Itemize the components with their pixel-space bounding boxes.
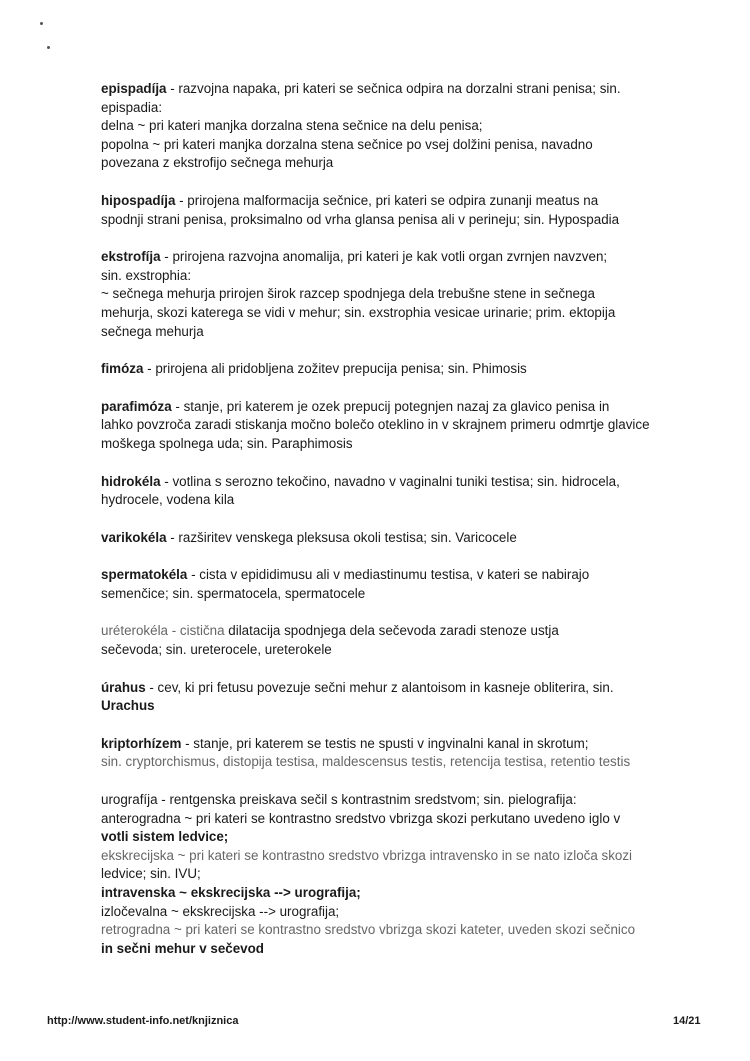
entry-text: moškega spolnega uda; sin. Paraphimosis <box>101 435 353 451</box>
glossary-entry <box>101 791 661 958</box>
entry-text: - cev, ki pri fetusu povezuje sečni mehur z alantoisom in kasneje obliterira, sin. <box>145 679 614 695</box>
glossary-entry <box>101 80 661 173</box>
footer-url[interactable]: http://www.student-info.net/knjiznica <box>47 1015 239 1027</box>
entry-text: - prirojena razvojna anomalija, pri kateri je kak votli organ zvrnjen navzven; <box>160 249 608 265</box>
entry-term: kriptorhízem <box>101 735 182 751</box>
entry-line <box>101 940 661 959</box>
entry-line <box>101 416 661 435</box>
entry-line <box>101 847 661 866</box>
entry-text: mehurja, skozi katerega se vidi v mehur; sin. exstrophia vesicae urinarie; prim. ektopija <box>101 304 616 320</box>
glossary-entry <box>101 473 661 510</box>
entry-line <box>101 435 661 454</box>
glossary-entry <box>101 622 661 659</box>
entry-text: anterogradna ~ pri kateri se kontrastno sredstvo vbrizga skozi perkutano uvedeno iglo v <box>101 810 621 826</box>
entry-term: ekstrofíja <box>101 249 161 265</box>
entry-text: - cista v epididimusu ali v mediastinumu testisa, v kateri se nabirajo <box>187 567 590 583</box>
entry-line <box>101 679 661 698</box>
entry-text: sin. cryptorchismus, distopija testisa, maldescensus testis, retencija testisa, retentio testis <box>101 754 631 770</box>
entry-term: spermatokéla <box>101 567 188 583</box>
entry-line <box>101 828 661 847</box>
entry-line <box>101 360 661 379</box>
entry-text: - stanje, pri katerem je ozek prepucij potegnjen nazaj za glavico penisa in <box>171 398 610 414</box>
entry-text: lahko povzroča zaradi stiskanja močno bolečo oteklino in v skrajnem primeru odmrtje glavice <box>101 417 650 433</box>
entry-line <box>101 211 661 230</box>
glossary-entry <box>101 248 661 341</box>
entry-line <box>101 304 661 323</box>
entry-line <box>101 884 661 903</box>
entry-line <box>101 491 661 510</box>
entry-text: - stanje, pri katerem se testis ne spusti v ingvinalni kanal in skrotum; <box>181 735 589 751</box>
entry-text: hydrocele, vodena kila <box>101 492 235 508</box>
entry-term: parafimóza <box>101 398 172 414</box>
entry-text: retrogradna ~ pri kateri se kontrastno sredstvo vbrizga skozi kateter, uveden skozi sečnico <box>101 922 636 938</box>
entry-term: votli sistem ledvice; <box>101 829 229 845</box>
entry-line <box>101 473 661 492</box>
glossary-entry <box>101 398 661 454</box>
entry-text: sečevoda; sin. ureterocele, ureterokele <box>101 642 332 658</box>
entry-line <box>101 903 661 922</box>
entry-line <box>101 99 661 118</box>
entry-line <box>101 810 661 829</box>
entry-term: varikokéla <box>101 529 167 545</box>
entry-line <box>101 323 661 342</box>
entry-line <box>101 192 661 211</box>
glossary-entry <box>101 679 661 716</box>
entry-term: intravenska ~ ekskrecijska --> urografija; <box>101 885 361 900</box>
entry-term: hidrokéla <box>101 473 161 489</box>
glossary-entry <box>101 566 661 603</box>
entry-term: epispadíja <box>101 81 167 96</box>
entry-text: epispadia: <box>101 99 163 115</box>
entry-text: - razširitev venskega pleksusa okoli testisa; sin. Varicocele <box>166 529 517 545</box>
scan-speck <box>47 46 50 49</box>
entry-line <box>101 697 661 716</box>
glossary-content <box>101 80 661 977</box>
entry-line <box>101 791 661 810</box>
entry-line <box>101 398 661 417</box>
entry-text: - prirojena malformacija sečnice, pri kateri se odpira zunanji meatus na <box>175 192 599 208</box>
entry-line <box>101 622 661 641</box>
entry-term: úrahus <box>101 679 146 695</box>
entry-text: semenčice; sin. spermatocela, spermatocele <box>101 585 366 601</box>
entry-term: in sečni mehur v sečevod <box>101 940 264 956</box>
entry-line <box>101 585 661 604</box>
entry-term: hipospadíja <box>101 192 176 208</box>
entry-text: uréterokéla - cistična <box>101 623 229 639</box>
entry-text: delna ~ pri kateri manjka dorzalna stena sečnice na delu penisa; <box>101 118 483 134</box>
glossary-entry <box>101 735 661 772</box>
glossary-entry <box>101 192 661 229</box>
entry-text: povezana z ekstrofijo sečnega mehurja <box>101 155 334 171</box>
entry-line <box>101 566 661 585</box>
entry-text: sečnega mehurja <box>101 323 204 339</box>
entry-line <box>101 136 661 155</box>
glossary-entry <box>101 360 661 379</box>
entry-line <box>101 529 661 548</box>
entry-line <box>101 641 661 660</box>
entry-line <box>101 267 661 286</box>
entry-term: Urachus <box>101 698 155 714</box>
entry-line <box>101 921 661 940</box>
entry-text: izločevalna ~ ekskrecijska --> urografija; <box>101 903 340 919</box>
entry-text: - votlina s serozno tekočino, navadno v vaginalni tuniki testisa; sin. hidrocela, <box>160 473 620 489</box>
glossary-entry <box>101 529 661 548</box>
scan-speck <box>40 22 43 25</box>
entry-line <box>101 154 661 173</box>
entry-text: spodnji strani penisa, proksimalno od vrha glansa penisa ali v perineju; sin. Hypospadia <box>101 211 620 227</box>
entry-text: ekskrecijska ~ pri kateri se kontrastno sredstvo vbrizga intravensko in se nato izloča skozi <box>101 847 633 863</box>
entry-text: ~ sečnega mehurja prirojen širok razcep spodnjega dela trebušne stene in sečnega <box>101 286 595 302</box>
entry-line <box>101 753 661 772</box>
entry-text: - prirojena ali pridobljena zožitev prepucija penisa; sin. Phimosis <box>143 361 527 377</box>
entry-line <box>101 735 661 754</box>
page-number: 14/21 <box>673 1015 701 1027</box>
entry-line <box>101 248 661 267</box>
entry-text: ledvice; sin. IVU; <box>101 866 201 882</box>
entry-line <box>101 117 661 136</box>
entry-term: fimóza <box>101 361 144 377</box>
entry-text: sin. exstrophia: <box>101 267 192 283</box>
entry-line <box>101 865 661 884</box>
entry-text: dilatacija spodnjega dela sečevoda zaradi stenoze ustja <box>228 623 559 639</box>
entry-text: - razvojna napaka, pri kateri se sečnica odpira na dorzalni strani penisa; sin. <box>166 81 621 96</box>
entry-text: urografíja - rentgenska preiskava sečil s kontrastnim sredstvom; sin. pielografija: <box>101 792 577 808</box>
entry-line <box>101 80 661 99</box>
entry-line <box>101 285 661 304</box>
entry-text: popolna ~ pri kateri manjka dorzalna stena sečnice po vsej dolžini penisa, navadno <box>101 136 593 152</box>
